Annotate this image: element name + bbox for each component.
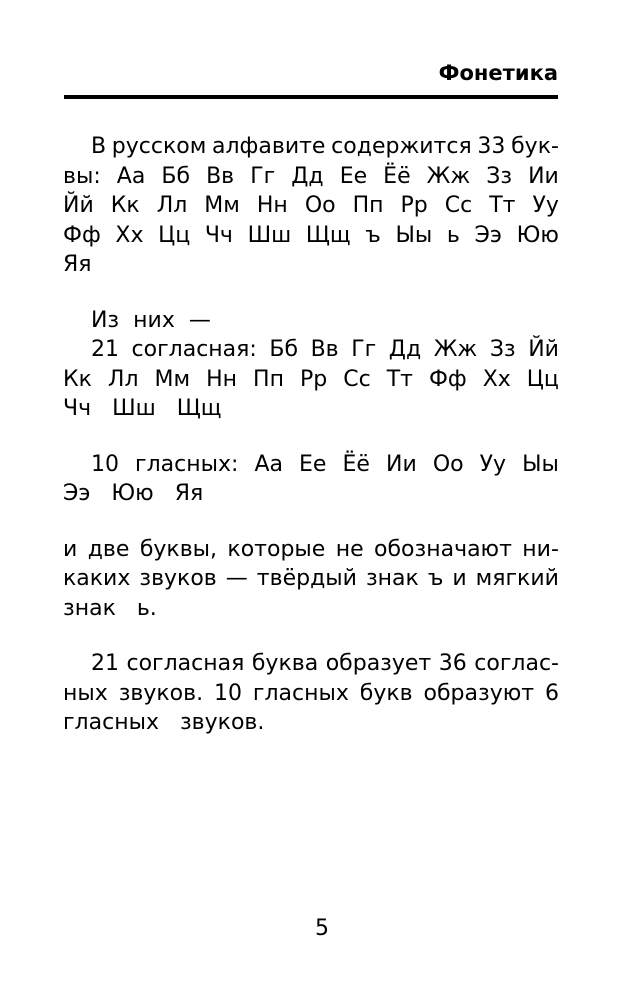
letter-pair: Мм [204, 193, 240, 218]
paragraph-1-line-4 [63, 221, 559, 251]
letter-pair: Зз [486, 163, 513, 189]
letter-pair: Нн [206, 366, 238, 392]
letter: ъ [427, 566, 444, 591]
paragraph-gap [63, 509, 559, 535]
paragraph-gap [63, 623, 559, 649]
letter-pair: Яя [63, 252, 92, 277]
letter-pair: Сс [444, 193, 473, 218]
letter-pair: Сс [343, 366, 371, 392]
paragraph-5-line-1 [63, 649, 559, 679]
letter-pair: Хх [115, 222, 144, 248]
word: образуют [423, 680, 535, 706]
letter-pair: Оо [432, 451, 464, 477]
letter-pair: Аа [254, 451, 283, 477]
letter-pair: Йй [528, 337, 559, 362]
word: букв [359, 680, 413, 706]
letter-pair: Пп [352, 193, 384, 218]
paragraph-2-intro [63, 306, 559, 336]
letter: ь [446, 222, 460, 248]
letter-pair: Ыы [395, 222, 433, 248]
word: твёрдый [256, 566, 357, 591]
letter: ь. [136, 595, 157, 621]
letter-pair: Ее [299, 451, 327, 477]
paragraph-3-line-1 [63, 450, 559, 480]
letter-pair: Юю [516, 222, 559, 248]
word: гласных [63, 710, 159, 735]
letter-pair: Хх [482, 366, 511, 392]
word: буквы, [139, 536, 218, 562]
word: звуков. [118, 680, 204, 706]
paragraph-5-line-2 [63, 679, 559, 709]
word: гласных: [135, 451, 239, 477]
letter-pair: Жж [426, 163, 471, 189]
word: алфавите [212, 134, 326, 159]
word: мягкий [475, 566, 559, 591]
letter-pair: Бб [269, 337, 299, 362]
letter-pair: Гг [351, 337, 377, 362]
word: знак [63, 595, 116, 621]
letter-pair: Фф [428, 366, 467, 392]
letter-pair: Оо [304, 193, 336, 218]
word: обозначают [374, 536, 512, 562]
letter-pair: Щщ [305, 222, 351, 248]
paragraph-5-line-3 [63, 708, 559, 738]
letter-pair: Кк [63, 366, 92, 392]
word: соглас- [474, 651, 559, 676]
word: ни- [522, 536, 559, 562]
letter-pair: Тт [386, 366, 413, 392]
word: и [452, 566, 467, 591]
dash: — [188, 307, 211, 333]
letter-pair: Ээ [63, 481, 91, 506]
letter-pair: Чч [63, 396, 92, 421]
paragraph-1-line-3 [63, 191, 559, 221]
word: 33 [477, 134, 506, 159]
word: 21 [63, 337, 119, 362]
word: гласных [252, 680, 349, 706]
word: ных [63, 680, 108, 706]
section-title: Фонетика [438, 61, 558, 85]
letter: ъ [365, 222, 381, 248]
word: 10 [213, 680, 242, 706]
letter-pair: Зз [489, 337, 516, 362]
paragraph-4-line-2 [63, 564, 559, 594]
letter-pair: Гг [250, 163, 276, 189]
word: 21 [63, 651, 119, 676]
paragraph-1-line-1 [63, 132, 559, 162]
word: образует [325, 651, 432, 676]
word: содержится [331, 134, 472, 159]
paragraph-1-line-5 [63, 250, 559, 280]
word: вы: [63, 163, 101, 189]
page-number: 5 [315, 916, 329, 941]
letter-pair: Ыы [522, 451, 559, 477]
letter-pair: Пп [253, 366, 284, 392]
letter-pair: Дд [388, 337, 422, 362]
word: и [63, 536, 78, 562]
letter-pair: Ее [339, 163, 368, 189]
letter-pair: Ии [528, 163, 559, 189]
letter-pair: Ёё [342, 451, 370, 477]
letter-pair: Ээ [474, 222, 502, 248]
letter-pair: Ии [386, 451, 417, 477]
letter-pair: Уу [532, 193, 559, 218]
letter-pair: Юю [111, 481, 154, 506]
letter-pair: Лл [156, 193, 188, 218]
letter-pair: Йй [63, 193, 94, 218]
dash: — [225, 566, 248, 591]
letter-pair: Шш [247, 222, 292, 248]
word: В [63, 134, 107, 159]
letter-pair: Ёё [383, 163, 411, 189]
letter-pair: Чч [204, 222, 233, 248]
word: согласная: [131, 337, 257, 362]
paragraph-3-line-2 [63, 479, 559, 509]
letter-pair: Кк [110, 193, 140, 218]
word: две [87, 536, 130, 562]
letter-pair: Рр [299, 366, 328, 392]
word: буква [251, 651, 319, 676]
word: не [335, 536, 364, 562]
paragraph-4-line-1 [63, 535, 559, 565]
letter-pair: Фф [63, 222, 101, 248]
word: каких [63, 566, 131, 591]
letter-pair: Нн [256, 193, 288, 218]
word: русском [111, 134, 207, 159]
page-text [63, 132, 559, 738]
word: знак [365, 566, 419, 591]
word: 6 [544, 680, 559, 706]
letter-pair: Цц [526, 366, 559, 392]
letter-pair: Аа [116, 163, 146, 189]
letter-pair: Уу [479, 451, 507, 477]
word: 36 [438, 651, 467, 676]
letter-pair: Рр [400, 193, 428, 218]
paragraph-2-line-3 [63, 394, 559, 424]
letter-pair: Тт [489, 193, 516, 218]
paragraph-gap [63, 424, 559, 450]
paragraph-2-line-1 [63, 335, 559, 365]
header-rule [64, 95, 558, 99]
word: звуков. [179, 710, 265, 735]
letter-pair: Мм [154, 366, 191, 392]
letter-pair: Жж [433, 337, 478, 362]
paragraph-gap [63, 280, 559, 306]
paragraph-1-line-2 [63, 162, 559, 192]
word: бук- [511, 134, 559, 159]
letter-pair: Вв [206, 163, 235, 189]
letter-pair: Лл [107, 366, 139, 392]
letter-pair: Вв [310, 337, 339, 362]
letter-pair: Цц [158, 222, 191, 248]
paragraph-4-line-3 [63, 594, 559, 624]
word: согласная [126, 651, 245, 676]
letter-pair: Дд [291, 163, 324, 189]
word: 10 [63, 451, 119, 477]
word: звуков [139, 566, 217, 591]
letter-pair: Бб [161, 163, 191, 189]
word: них [133, 307, 175, 333]
paragraph-2-line-2 [63, 365, 559, 395]
letter-pair: Яя [174, 481, 204, 506]
word: Из [63, 307, 120, 333]
word: которые [227, 536, 326, 562]
letter-pair: Щщ [176, 396, 222, 421]
letter-pair: Шш [112, 396, 156, 421]
